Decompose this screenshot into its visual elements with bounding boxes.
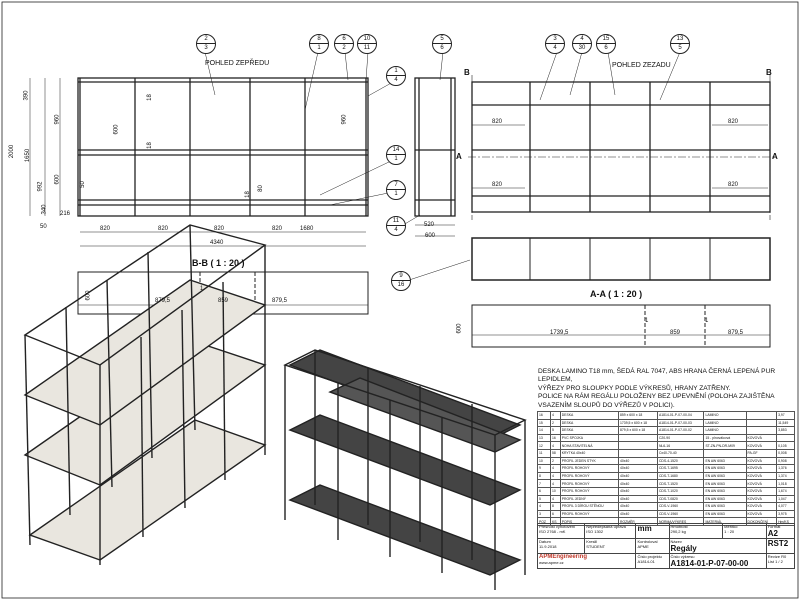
bom-cell: PROFIL ROHOVÝ xyxy=(560,480,618,488)
bom-cell: EN AW 6063 xyxy=(704,487,746,495)
dim-label: 600 xyxy=(113,124,120,135)
bom-cell: 1,376 xyxy=(777,465,795,473)
unit-cell: mm xyxy=(636,524,669,539)
bom-row xyxy=(538,487,795,495)
bom-cell: 40x40 xyxy=(619,503,658,511)
revision-cell: Revize R0 List 1 / 2 xyxy=(766,554,794,569)
bom-cell: LAMINO xyxy=(704,412,746,420)
bom-cell xyxy=(777,434,795,442)
bom-cell: KOVOVÁ xyxy=(746,487,777,495)
part-balloon: 7 1 xyxy=(386,180,406,200)
bom-cell xyxy=(746,412,777,420)
rear-view-frame xyxy=(472,82,770,212)
part-balloon: 5 6 xyxy=(432,34,452,54)
bom-cell: 1,674 xyxy=(777,487,795,495)
bom-cell: CDS-T-1520 xyxy=(657,480,704,488)
bom-cell: 40x40 xyxy=(619,472,658,480)
bom-cell: 3,97 xyxy=(777,412,795,420)
bom-cell: 1739,5 x 600 x 18 xyxy=(619,419,658,427)
bom-cell: PROFIL 3 DÍROU STĚNOU xyxy=(560,503,618,511)
bom-cell: 4 xyxy=(550,442,560,450)
surface-cell: Nepředepsaná úprava ISO 1302 xyxy=(585,524,636,539)
bom-cell: EN AW 6063 xyxy=(704,510,746,518)
brand-cell: RST2 xyxy=(766,539,794,554)
bom-cell: LAMINO xyxy=(704,427,746,435)
bom-cell: DESKA xyxy=(560,419,618,427)
bom-cell: 2 xyxy=(550,419,560,427)
section-aa-plan xyxy=(472,238,770,280)
bom-cell: 40x40 xyxy=(619,457,658,465)
bom-cell: A1814-01-P-07-00-04 xyxy=(657,412,704,420)
bom-cell: 7 xyxy=(538,480,551,488)
bom-cell: CDS-T-1695 xyxy=(657,465,704,473)
bom-cell: 3,853 xyxy=(777,427,795,435)
bom-cell: PROFIL ROHOVÝ xyxy=(560,487,618,495)
dim-label: 1 xyxy=(705,318,709,324)
bom-cell: 859 x 600 x 18 xyxy=(619,412,658,420)
bom-cell: NORMA/VÝKRES xyxy=(657,518,704,526)
dim-label: 1739,5 xyxy=(550,330,569,336)
dim-label: 960 xyxy=(341,114,348,125)
bom-cell: DOKONČENÍ xyxy=(746,518,777,526)
manufacturing-notes xyxy=(538,368,793,410)
bom-cell: ST-ZN-PN-DR-M09 xyxy=(704,442,746,450)
project-cell: Číslo projektu A1814-01 xyxy=(636,554,669,569)
dim-label: 18 xyxy=(244,191,251,198)
bom-cell: 0,908 xyxy=(777,457,795,465)
part-balloon: 15 6 xyxy=(596,34,616,54)
bom-cell: 3,975 xyxy=(777,510,795,518)
dim-label: 960 xyxy=(54,114,61,125)
bom-cell: PA-GF xyxy=(746,449,777,457)
bom-cell: MATERIÁL xyxy=(704,518,746,526)
bom-cell: 12 xyxy=(538,442,551,450)
bom-cell: 16 xyxy=(538,412,551,420)
bom-cell: 4 xyxy=(550,412,560,420)
name-cell: Název Regály xyxy=(669,539,766,554)
bom-cell xyxy=(746,419,777,427)
bom-cell: PVC SPOJKA xyxy=(560,434,618,442)
bom-cell: CDS-V-1960 xyxy=(657,503,704,511)
dim-label: 992 xyxy=(37,181,44,192)
bom-cell: KOVOVÁ xyxy=(746,434,777,442)
dim-label: 820 xyxy=(728,182,739,188)
bom-cell: CDS-V-1960 xyxy=(657,510,704,518)
dim-label: 390 xyxy=(23,90,30,101)
bom-cell: 3 xyxy=(538,510,551,518)
bom-cell: KS xyxy=(550,518,560,526)
format-cell: Formát A2 xyxy=(766,524,794,539)
dim-label: 50 xyxy=(40,224,47,230)
part-balloon: 11 4 xyxy=(386,216,406,236)
note-line: VSAZENÍM SLOUPŮ DO VÝŘEZŮ V POLICI). xyxy=(538,401,675,409)
bom-cell: EN AW 6063 xyxy=(704,472,746,480)
bom-row xyxy=(538,419,795,427)
bom-cell: 11,549 xyxy=(777,419,795,427)
section-aa-title: A-A ( 1 : 20 ) xyxy=(590,289,643,299)
bom-row xyxy=(538,412,795,420)
bom-cell: 1,018 xyxy=(777,480,795,488)
bom-cell: NL6-16 xyxy=(657,442,704,450)
bom-cell: 4 xyxy=(550,472,560,480)
dim-label: 820 xyxy=(214,226,225,232)
bom-cell: 0,008 xyxy=(777,449,795,457)
bom-cell: A1814-01-P-07-00-02 xyxy=(657,427,704,435)
bom-cell: 4 xyxy=(538,503,551,511)
bom-cell: CDS-T-0820 xyxy=(657,495,704,503)
part-balloon: 9 16 xyxy=(391,271,411,291)
bom-cell: CDS-4-1520 xyxy=(657,457,704,465)
bom-cell: 14 xyxy=(538,427,551,435)
dim-label: 820 xyxy=(158,226,169,232)
bom-cell: EN AW 6063 xyxy=(704,480,746,488)
bom-row xyxy=(538,457,795,465)
section-mark-b-right: B xyxy=(766,68,772,77)
part-balloon: 13 5 xyxy=(670,34,690,54)
dim-label: 820 xyxy=(492,182,503,188)
dim-label: 1680 xyxy=(300,226,314,232)
dim-label: 1 xyxy=(200,286,204,292)
bom-cell: POZ xyxy=(538,518,551,526)
note-line: POLICE NA RÁM REGÁLU POLOŽENY BEZ UPEVNĚNÍ (POLOHA ZAJIŠTĚNA xyxy=(538,393,775,401)
bom-row xyxy=(538,465,795,473)
dim-label: 4340 xyxy=(210,240,224,246)
bom-cell: 40x40 xyxy=(619,480,658,488)
dim-label: 859 xyxy=(218,298,229,304)
front-view-frame xyxy=(78,78,368,216)
bom-cell: 40x40 xyxy=(619,465,658,473)
bom-cell: 6 xyxy=(538,487,551,495)
bom-cell: 9 xyxy=(538,465,551,473)
bom-cell: DESKA xyxy=(560,427,618,435)
bom-row xyxy=(538,480,795,488)
bom-cell: 4 xyxy=(550,495,560,503)
bom-cell: LAMINO xyxy=(704,419,746,427)
bom-cell: KOVOVÁ xyxy=(746,472,777,480)
scale-cell: Měřítko 1 : 20 xyxy=(723,524,767,539)
side-view-frame xyxy=(415,78,455,216)
bom-cell xyxy=(619,434,658,442)
bom-cell: 5 xyxy=(538,495,551,503)
bom-cell: PROFIL ROHOVÝ xyxy=(560,472,618,480)
bom-row xyxy=(538,442,795,450)
bom-cell: CDS-T-1680 xyxy=(657,472,704,480)
dim-label: 2000 xyxy=(9,144,16,159)
bom-cell: PROFIL JEDEN STYK xyxy=(560,457,618,465)
bom-cell: 8 xyxy=(550,503,560,511)
drawing-number-cell: Číslo výkresu A1814-01-P-07-00-00 xyxy=(669,554,766,569)
part-balloon: 2 3 xyxy=(196,34,216,54)
dim-label: 600 xyxy=(425,233,436,239)
bom-cell: 4,077 xyxy=(777,503,795,511)
bom-cell: 1,047 xyxy=(777,495,795,503)
dim-label: 216 xyxy=(60,211,71,217)
bom-row xyxy=(538,495,795,503)
dim-label: 600 xyxy=(456,323,463,334)
bom-cell: Cx40-70-40 xyxy=(657,449,704,457)
bom-cell: 4 xyxy=(550,465,560,473)
dim-label: 1 xyxy=(645,318,649,324)
bom-cell: EN AW 6063 xyxy=(704,457,746,465)
dim-label: 820 xyxy=(100,226,111,232)
section-mark-a-right: A xyxy=(772,152,778,161)
bom-cell: 13 xyxy=(538,434,551,442)
bom-cell: KRYTKA 40x40 xyxy=(560,449,618,457)
section-mark-b-left: B xyxy=(464,68,470,77)
checked-cell: Kontroloval APME xyxy=(636,539,669,554)
note-line: VÝŘEZY PRO SLOUPKY PODLE VÝKRESŮ, HRANY ZATŘENY. xyxy=(538,384,731,392)
tolerance-cell: Přesnost vyhotovení ISO 2768 - mK xyxy=(538,524,585,539)
bom-cell xyxy=(746,427,777,435)
bom-cell: 16 xyxy=(550,434,560,442)
bill-of-materials xyxy=(537,411,795,526)
dim-label: 600 xyxy=(54,174,61,185)
bom-cell: 15 xyxy=(538,419,551,427)
bom-cell: EN AW 6063 xyxy=(704,495,746,503)
date-cell: Datum 11.9.2018 xyxy=(538,539,585,554)
bom-cell: EN AW 6063 xyxy=(704,465,746,473)
bom-cell: DESKA xyxy=(560,412,618,420)
bom-cell: PROFIL JEDNÝ xyxy=(560,495,618,503)
rear-view-title: POHLED ZEZADU xyxy=(612,62,671,69)
dim-label: 80 xyxy=(257,185,264,192)
dim-label: 879,5 xyxy=(155,298,171,304)
part-balloon: 1 4 xyxy=(386,66,406,86)
bom-cell: KOVOVÁ xyxy=(746,465,777,473)
bom-cell: 0,105 xyxy=(777,442,795,450)
dim-label: 820 xyxy=(492,119,503,125)
logo-cell: APMEngineering www.apme.cz xyxy=(538,554,636,569)
dim-label: 1650 xyxy=(25,148,32,163)
author-cell: Kreslil STUDENT xyxy=(585,539,636,554)
bom-cell: 40x40 xyxy=(619,495,658,503)
bom-cell: 2 xyxy=(550,457,560,465)
iso-right xyxy=(285,350,525,590)
bom-cell: 4 xyxy=(550,480,560,488)
bom-cell: 10 xyxy=(538,457,551,465)
bom-row xyxy=(538,449,795,457)
bom-cell: CDS-T-1020 xyxy=(657,487,704,495)
bom-cell: PROFIL ROHOVÝ xyxy=(560,510,618,518)
bom-cell: Hm/KS xyxy=(777,518,795,526)
bom-cell: 40x40 xyxy=(619,510,658,518)
bom-cell: 8 xyxy=(538,472,551,480)
front-view-title: POHLED ZEPŘEDU xyxy=(205,60,270,67)
part-balloon: 4 30 xyxy=(572,34,592,54)
dim-label: 859 xyxy=(670,330,681,336)
part-balloon: 6 2 xyxy=(334,34,354,54)
title-block xyxy=(537,523,795,569)
dim-label: 820 xyxy=(272,226,283,232)
part-balloon: 3 4 xyxy=(545,34,565,54)
bom-cell: 58 xyxy=(550,449,560,457)
bom-cell: EN AW 6063 xyxy=(704,503,746,511)
bom-cell: POPIS xyxy=(560,518,618,526)
section-aa-outline xyxy=(472,305,770,347)
bom-cell: 1,374 xyxy=(777,472,795,480)
part-balloon: 8 1 xyxy=(309,34,329,54)
bom-cell xyxy=(704,449,746,457)
bom-cell: 10 xyxy=(550,487,560,495)
dim-label: 18 xyxy=(146,94,153,101)
bom-cell xyxy=(619,449,658,457)
bom-cell: C20-90 xyxy=(657,434,704,442)
note-line: DESKA LAMINO T18 mm, ŠEDÁ RAL 7047, ABS HRANA ČERNÁ LEPENÁ PUR LEPIDLEM, xyxy=(538,368,776,384)
dim-label: 600 xyxy=(85,290,92,301)
dim-label: 18 xyxy=(146,142,153,149)
bom-row xyxy=(538,503,795,511)
bom-cell: 6 xyxy=(550,510,560,518)
company-logo: APMEngineering xyxy=(539,554,588,560)
bom-cell: KOVOVÁ xyxy=(746,442,777,450)
bom-cell: KOVOVÁ xyxy=(746,495,777,503)
bom-cell: PROFIL ROHOVÝ xyxy=(560,465,618,473)
section-bb-title: B-B ( 1 : 20 ) xyxy=(192,258,245,268)
dim-label: 879,5 xyxy=(728,330,744,336)
bom-cell: NOHA STAVITELNÁ xyxy=(560,442,618,450)
iso-left xyxy=(25,225,265,565)
bom-cell: KOVOVÁ xyxy=(746,480,777,488)
bom-cell: A1814-01-P-07-00-03 xyxy=(657,419,704,427)
bom-cell: 11 xyxy=(538,449,551,457)
part-balloon: 10 11 xyxy=(357,34,377,54)
bom-cell: KOVOVÁ xyxy=(746,510,777,518)
dim-label: 520 xyxy=(424,222,435,228)
bom-cell: 5 xyxy=(550,427,560,435)
bom-cell: KOVOVÁ xyxy=(746,457,777,465)
dim-label: 820 xyxy=(728,119,739,125)
bom-row xyxy=(538,434,795,442)
bom-cell: 15 - plnoválcová xyxy=(704,434,746,442)
bom-cell xyxy=(619,442,658,450)
bom-cell: ROZMĚR xyxy=(619,518,658,526)
bom-cell: 40x40 xyxy=(619,487,658,495)
mass-cell: Hmotnost 290,2 kg xyxy=(669,524,723,539)
dim-label: 340 xyxy=(41,204,48,215)
dim-label: 50 xyxy=(79,181,86,188)
part-balloon: 14 1 xyxy=(386,145,406,165)
section-mark-a-left: A xyxy=(456,152,462,161)
bom-row xyxy=(538,510,795,518)
dim-label: 879,5 xyxy=(272,298,288,304)
bom-row xyxy=(538,472,795,480)
bom-cell: KOVOVÁ xyxy=(746,503,777,511)
bom-row xyxy=(538,427,795,435)
bom-cell: 879,5 x 600 x 18 xyxy=(619,427,658,435)
